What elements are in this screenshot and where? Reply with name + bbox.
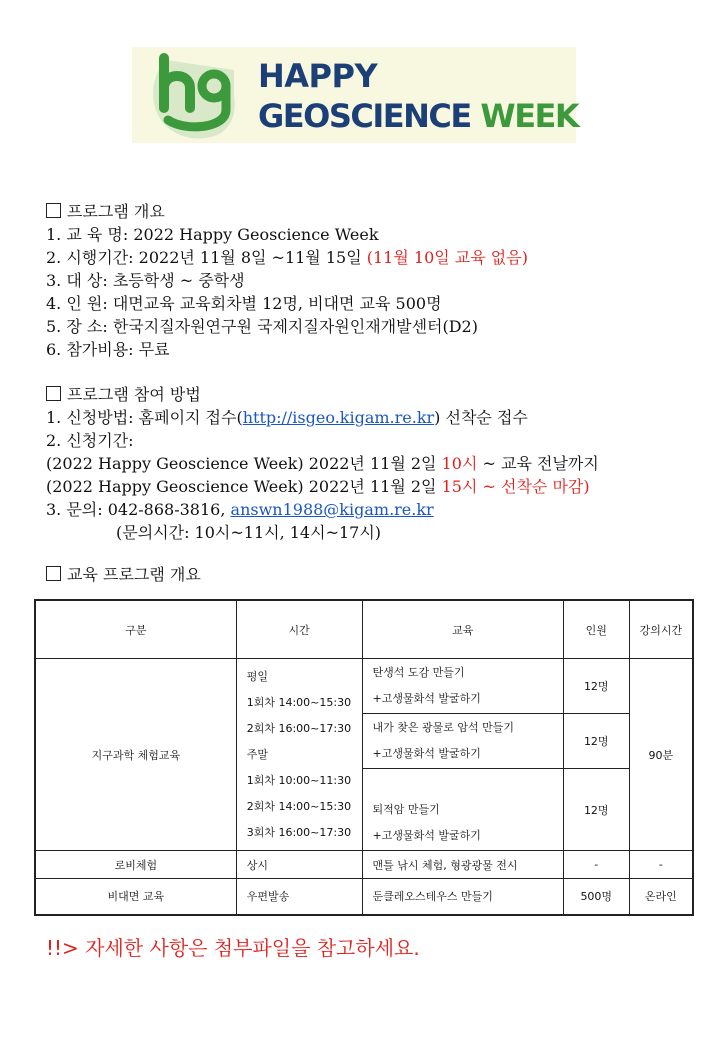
table-header-row [35, 600, 693, 659]
overview-item-period: 2. 시행기간: 2022년 11월 8일 ~11월 15일 (11월 10일 교육 없음) [46, 248, 528, 267]
header-category: 구분 [35, 600, 236, 659]
row1-category: 지구과학 체험교육 [35, 659, 236, 851]
overview-item-target: 3. 대 상: 초등학생 ~ 중학생 [46, 271, 245, 290]
row3-edu: 둔클레오스테우스 만들기 [362, 879, 563, 915]
program-table [34, 599, 694, 916]
row2-people: - [563, 851, 629, 879]
apply-contact: 3. 문의: 042-868-3816, answn1988@kigam.re.kr [46, 500, 434, 519]
table-row [35, 851, 693, 879]
overview-heading: 프로그램 개요 [46, 200, 528, 223]
row1-edu3: 퇴적암 만들기 +고생물화석 발굴하기 [362, 769, 563, 851]
overview-item-place: 5. 장 소: 한국지질자원연구원 국제지질자원인재개발센터(D2) [46, 317, 478, 336]
row1-edu2: 내가 찾은 광물로 암석 만들기 +고생물화석 발굴하기 [362, 714, 563, 769]
row2-time: 상시 [236, 851, 362, 879]
row3-people: 500명 [563, 879, 629, 915]
table-row [35, 659, 693, 714]
apply-heading: 프로그램 참여 방법 [46, 383, 599, 406]
period-note: (11월 10일 교육 없음) [366, 248, 528, 267]
logo-banner [132, 47, 579, 143]
apply-period-1: (2022 Happy Geoscience Week) 2022년 11월 2일 10시 ~ 교육 전날까지 [46, 454, 599, 473]
overview-item-name: 1. 교 육 명: 2022 Happy Geoscience Week [46, 225, 379, 244]
row1-edu1: 탄생석 도감 만들기 +고생물화석 발굴하기 [362, 659, 563, 714]
apply-period-label: 2. 신청기간: [46, 431, 134, 450]
row2-duration: - [629, 851, 693, 879]
hg-logo-icon [146, 50, 238, 140]
header-education: 교육 [362, 600, 563, 659]
program-table-heading: 교육 프로그램 개요 [46, 563, 201, 586]
apply-contact-hours: (문의시간: 10시~11시, 14시~17시) [116, 523, 382, 542]
row1-duration: 90분 [629, 659, 693, 851]
table-row [35, 879, 693, 915]
row2-edu: 맨틀 낚시 체험, 형광광물 전시 [362, 851, 563, 879]
row1-people1: 12명 [563, 659, 629, 714]
checkbox-square-icon [46, 566, 61, 581]
row1-people2: 12명 [563, 714, 629, 769]
header-people: 인원 [563, 600, 629, 659]
logo-text-geoscience: GEOSCIENCE [258, 97, 471, 135]
row1-times: 평일 1회차 14:00~15:30 2회차 16:00~17:30 주말 1회차 10:00~11:30 2회차 14:00~15:30 3회차 16:00~17:30 [236, 659, 362, 851]
overview-item-fee: 6. 참가비용: 무료 [46, 340, 170, 359]
application-section [46, 383, 599, 544]
checkbox-square-icon [46, 203, 61, 218]
contact-email-link[interactable]: answn1988@kigam.re.kr [230, 500, 434, 519]
attachment-notice: !!> 자세한 사항은 첨부파일을 참고하세요. [46, 936, 420, 960]
apply-method: 1. 신청방법: 홈페이지 접수(http://isgeo.kigam.re.kr) 선착순 접수 [46, 408, 528, 427]
overview-item-people: 4. 인 원: 대면교육 교육회차별 12명, 비대면 교육 500명 [46, 294, 442, 313]
header-time: 시간 [236, 600, 362, 659]
row3-category: 비대면 교육 [35, 879, 236, 915]
header-duration: 강의시간 [629, 600, 693, 659]
logo-text-week: WEEK [480, 97, 579, 135]
homepage-link[interactable]: http://isgeo.kigam.re.kr [242, 408, 435, 427]
row3-time: 우편발송 [236, 879, 362, 915]
apply-period-2: (2022 Happy Geoscience Week) 2022년 11월 2일 15시 ~ 선착순 마감) [46, 477, 590, 496]
program-overview-section [46, 200, 528, 361]
checkbox-square-icon [46, 386, 61, 401]
logo-text-geoscience-week [258, 97, 578, 135]
row2-category: 로비체험 [35, 851, 236, 879]
row1-people3: 12명 [563, 769, 629, 851]
logo-text-happy: HAPPY [258, 57, 378, 95]
row3-duration: 온라인 [629, 879, 693, 915]
